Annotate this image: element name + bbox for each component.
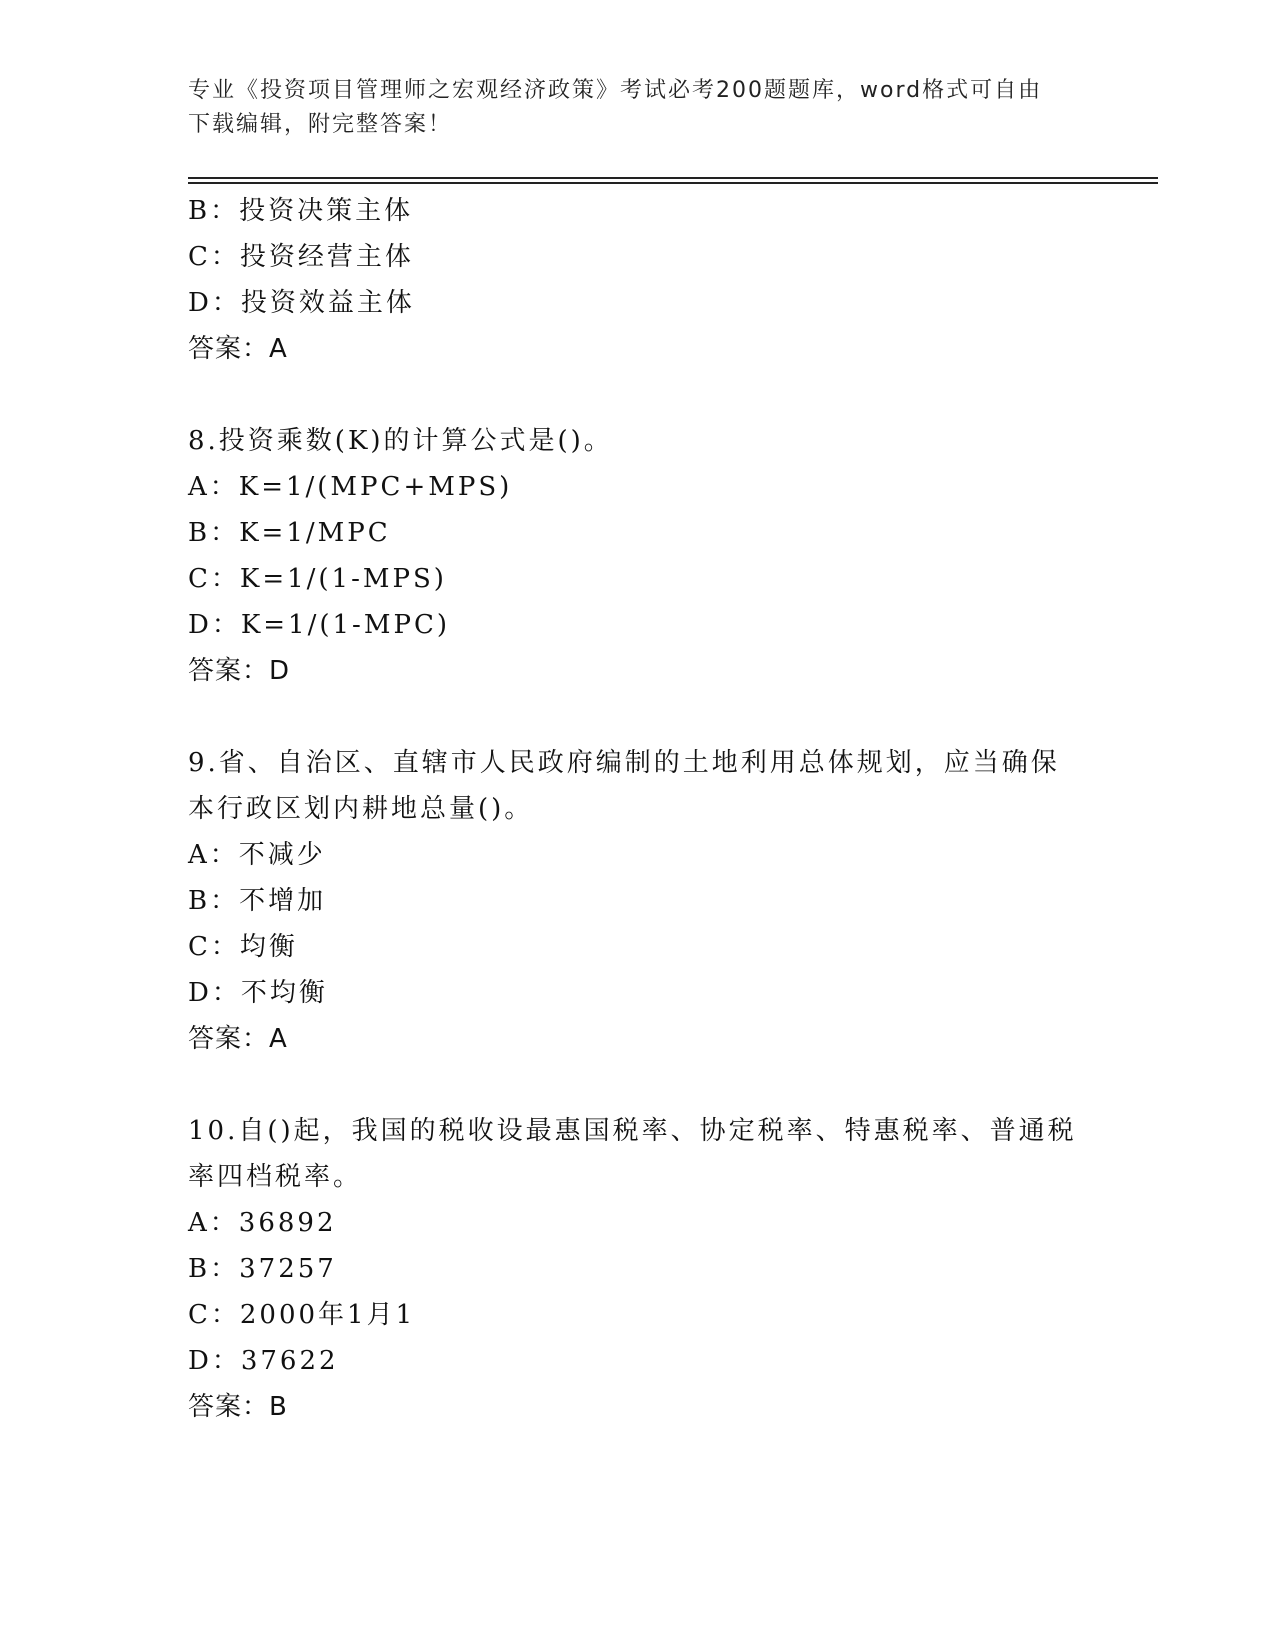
option-b: B：投资决策主体: [188, 196, 414, 226]
option-c: C：投资经营主体: [188, 242, 414, 272]
spacer: [188, 1062, 1088, 1108]
answer-line: 答案：B: [188, 1392, 288, 1422]
question-text-line-1: 9.省、自治区、直辖市人民政府编制的土地利用总体规划，应当确保: [188, 748, 1060, 778]
option-b: B：不增加: [188, 886, 327, 916]
option-d: D：K=1/(1-MPC): [188, 610, 450, 640]
answer-line: 答案：A: [188, 1024, 288, 1054]
header-line-1: 专业《投资项目管理师之宏观经济政策》考试必考200题题库，word格式可自由: [188, 78, 1043, 103]
option-d: D：37622: [188, 1346, 339, 1376]
question-list: [188, 188, 1088, 1430]
header-line-2: 下载编辑，附完整答案！: [188, 112, 453, 137]
question-block-9: [188, 740, 1088, 1062]
option-d: D：投资效益主体: [188, 288, 415, 318]
document-header: [188, 74, 1068, 142]
header-divider-top: [188, 177, 1158, 179]
spacer: [188, 372, 1088, 418]
header-divider-bottom: [188, 182, 1158, 184]
spacer: [188, 694, 1088, 740]
question-block-10: [188, 1108, 1088, 1430]
question-text: 8.投资乘数(K)的计算公式是()。: [188, 426, 613, 456]
question-text-line-2: 率四档税率。: [188, 1162, 363, 1192]
option-c: C：均衡: [188, 932, 298, 962]
option-a: A：36892: [188, 1208, 337, 1238]
option-d: D：不均衡: [188, 978, 328, 1008]
question-block-8: [188, 418, 1088, 694]
option-b: B：K=1/MPC: [188, 518, 391, 548]
question-text-line-1: 10.自()起，我国的税收设最惠国税率、协定税率、特惠税率、普通税: [188, 1116, 1077, 1146]
option-a: A：不减少: [188, 840, 326, 870]
option-b: B：37257: [188, 1254, 337, 1284]
answer-line: 答案：A: [188, 334, 288, 364]
option-a: A：K=1/(MPC+MPS): [188, 472, 513, 502]
question-text-line-2: 本行政区划内耕地总量()。: [188, 794, 534, 824]
option-c: C：2000年1月1: [188, 1300, 416, 1330]
option-c: C：K=1/(1-MPS): [188, 564, 447, 594]
answer-line: 答案：D: [188, 656, 291, 686]
question-block-7: [188, 188, 1088, 372]
